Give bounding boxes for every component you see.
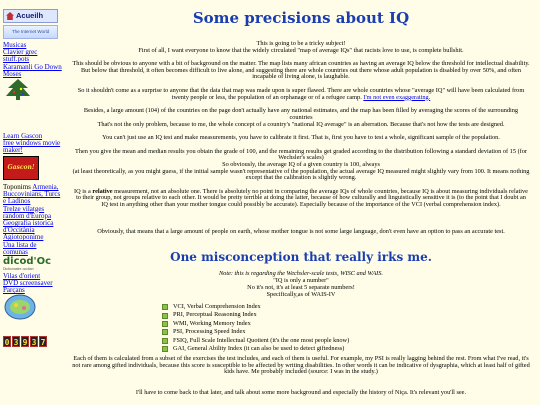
sidebar-links-top xyxy=(3,42,61,78)
paragraph-always-100: So obviously, the average IQ of a given country is 100, always xyxy=(222,161,380,168)
bullet-icon xyxy=(162,346,168,352)
counter-digit: 0 xyxy=(4,338,10,347)
toponims-link-armenia[interactable]: Armenia, xyxy=(32,183,59,191)
christmas-tree-image xyxy=(3,78,33,102)
index-list xyxy=(162,303,349,353)
paragraph-mother-tongue: Obviously, that means that a large amount of people on earth, whose mother tongue is not some large language, don't even have an option to pass an accurate test. xyxy=(97,228,505,235)
paragraph-aberration: That's not the only problem, because to me, the whole concept of a country's "national IQ average" is an aberration. Because that's not how the tests are designed. xyxy=(97,121,505,128)
relative-prefix: IQ is a xyxy=(74,187,93,195)
toponims-link-comunas[interactable]: comunas xyxy=(3,247,28,256)
list-item-label: VCI, Verbal Comprehension Index xyxy=(173,303,261,310)
internet-world-banner[interactable]: The Internet World xyxy=(3,25,58,39)
list-item-label: FSIQ, Full Scale Intellectual Quotient (it's the one most people know) xyxy=(173,336,350,344)
sidebar-link-maker[interactable]: maker! xyxy=(3,146,23,155)
relative-suffix: measurement, not an absolute one. There is absolutely no point in comparing the average IQs of whole countries, because IQ is about measuring individuals relative to their group, not groups relative to each other. It would be pretty terrible at doing the latter, because of how culturally and linguistically sensitive it is (to the point that I doubt an IQ test in anything other than your mother tongue could possibly be accurate). Especially because of the importance of the VCI (verbal comprehension index). xyxy=(76,187,528,208)
paragraph-come-back: I'll have to come back to that later, and talk about some more background and especially the history of Niça. It's relevant you'll see. xyxy=(135,389,467,396)
sidebar-link-clavier-grec[interactable]: Clavier grec xyxy=(3,48,38,57)
toponims-link-occitania[interactable]: d'Occitània xyxy=(3,226,35,235)
main-content xyxy=(62,0,540,405)
counter-digit: 9 xyxy=(22,338,28,347)
paragraph-theoretically: (at least theoretically, as you might guess, if the initial sample wasn't representative of the population, the actual average IQ measured might slightly vary from 100. It means nothing except that the calibration is slightly wrong. xyxy=(72,167,530,182)
sidebar-link-learn-gascon[interactable]: Learn Gascon xyxy=(3,132,43,140)
paragraph-map: First of all, I want everyone to know that the widely circulated "map of average IQs" that racists love to use, is complete bullshit. xyxy=(138,46,464,54)
list-item xyxy=(162,337,349,345)
home-button[interactable] xyxy=(3,9,58,23)
sidebar-links-bottom xyxy=(3,273,61,295)
sidebar-link-karamanli[interactable]: Karamanli Go Down xyxy=(3,62,62,71)
paragraph-flawed-data-text: So it shouldn't come as a surprise to anyone that the data that map was made upon is super flawed. There are whole countries whose "average IQ" will have been calculated from twenty people or less, the population of an orphanage or of a refugee camp. xyxy=(77,87,525,101)
bullet-icon xyxy=(162,321,168,327)
bullet-icon xyxy=(162,338,168,344)
toponims-link-una-lista[interactable]: Una lista de xyxy=(3,240,37,249)
paragraph-threshold: This should be obvious to anyone with a bit of background on the matter. The map lists many african countries as having an average IQ below the threshold for intellectual disability. But below that threshold, it often becomes difficult to live alone, and suggesting there are whole countries out there whose adult population is disabled by over 50%, and often incapable of living alone, is laughable. xyxy=(72,60,530,81)
sidebar-toponims xyxy=(3,184,61,256)
intro-line: This is going to be a tricky subject! xyxy=(256,40,346,47)
paragraph-relative xyxy=(72,189,530,209)
sidebar-link-parcans[interactable]: Parçans xyxy=(3,286,25,295)
paragraph-averaging: Besides, a large amount (104) of the countries on the page don't actually have any national estimates, and the map has been filled by averaging the scores of the surrounding countries xyxy=(83,107,519,121)
list-item-label: PRI, Perceptual Reasoning Index xyxy=(173,311,257,319)
bullet-icon xyxy=(162,313,168,319)
badge-image[interactable] xyxy=(3,293,37,321)
list-item xyxy=(162,320,349,328)
not-exaggerating-link[interactable]: I'm not even exaggerating. xyxy=(363,93,431,101)
relative-bold: relative xyxy=(92,187,113,195)
toponims-link-buccovinians[interactable]: Buccovinians, Turcs xyxy=(3,190,61,199)
dicodoc-title: dicod'Oc xyxy=(3,256,52,267)
list-item xyxy=(162,303,349,311)
counter-digit: 7 xyxy=(40,338,46,347)
gascon-banner-label: Gascon! xyxy=(7,164,35,172)
counter-digit: 3 xyxy=(31,338,37,347)
quote-only-number: "IQ is only a number" xyxy=(273,277,329,284)
paragraph-grading: Then you give the mean and median results you obtain the grade of 100, and the remaining results get graded according to the distribution following a standard deviation of 15 (for Wechsler's scales) xyxy=(74,147,528,162)
sidebar-links-mid xyxy=(3,133,61,155)
toponims-label: Toponims xyxy=(3,183,33,191)
dicodoc-subtitle: Dictionnaire occitan xyxy=(3,267,34,271)
wechsler-note: Note: this is regarding the Wechsler-scale tests, WISC and WAIS. xyxy=(218,270,383,277)
sidebar-link-moses[interactable]: Moses xyxy=(3,69,22,78)
paragraph-subsets: Each of them is calculated from a subset of the exercises the test includes, and each of them is useful. For example, my PSI is really lagging behind the rest. From what I've read, it's not rare among gifted individuals, because this score is susceptible to be affected by writing disabilities. In other words it can be indicative of dysgraphia, which at least half of gifted kids have. Me probably included (source: I was in the study.) xyxy=(72,355,530,376)
paragraph-calibrate: You can't just use an IQ test and make measurements, you have to calibrate it first. That is, first you have to test a whole, significant sample of the population. xyxy=(102,134,500,141)
sidebar-link-stuff-pots[interactable]: stuff.pots xyxy=(3,55,30,64)
section-title: One misconception that really irks me. xyxy=(170,250,432,264)
toponims-link-trelze-vilatges[interactable]: Trelze vilatges xyxy=(3,204,45,213)
list-item-label: PSI, Processing Speed Index xyxy=(173,328,246,336)
visit-counter xyxy=(3,336,47,347)
home-label: Acueilh xyxy=(16,11,44,21)
bullet-icon xyxy=(162,304,168,310)
counter-digit: 3 xyxy=(13,338,19,347)
toponims-link-ladinos[interactable]: e Ladinos xyxy=(3,197,31,206)
list-item-label: WMI, Working Memory Index xyxy=(173,319,251,327)
sidebar xyxy=(0,0,62,405)
sidebar-link-dvd-screensaver[interactable]: DVD screensaver xyxy=(3,279,53,288)
list-item xyxy=(162,328,349,336)
page-title: Some precisions about IQ xyxy=(192,9,410,27)
wais-iv-line: Specifically,as of WAIS-IV xyxy=(266,291,336,298)
five-numbers-line: No it's not, it's at least 5 separate numbers! xyxy=(247,284,355,291)
sidebar-link-windows-movie-maker[interactable]: free windows movie xyxy=(3,139,61,148)
paragraph-flawed-data xyxy=(72,88,530,101)
toponims-link-random-europa[interactable]: random d'Europa xyxy=(3,211,52,220)
sidebar-link-musicas[interactable]: Musicas xyxy=(3,41,27,49)
home-icon xyxy=(6,12,14,20)
toponims-link-geografia-istorica[interactable]: Geografia istorica xyxy=(3,219,54,228)
list-item xyxy=(162,311,349,319)
list-item-label: GAI, General Ability Index (it can also be used to detect giftedness) xyxy=(173,345,345,353)
bullet-icon xyxy=(162,329,168,335)
sidebar-link-vilas-orient[interactable]: Vilas d'orient xyxy=(3,272,41,280)
toponims-link-agiotoponime[interactable]: Agiotoponime xyxy=(3,233,44,242)
gascon-banner[interactable] xyxy=(3,156,39,180)
list-item xyxy=(162,345,349,353)
